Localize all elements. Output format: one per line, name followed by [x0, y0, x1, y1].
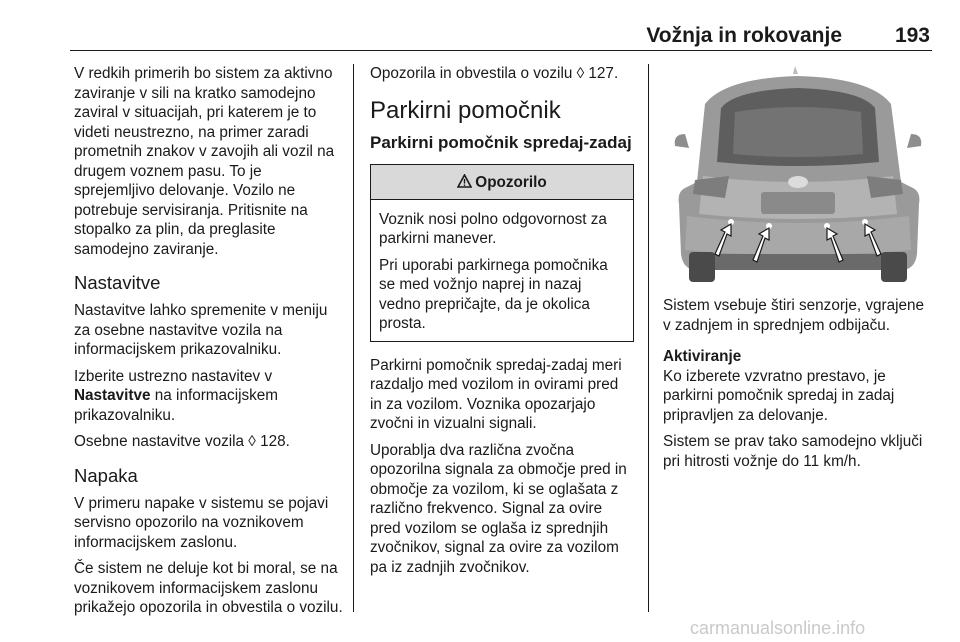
park-assist-paragraph-2: Uporablja dva različna zvočna opozorilna signala za območje pred in območje za vozilom, ki se oglašata z različno frekvenco. Signal za ovire pred vozilom se oglaša iz sprednjih zvočnikov, signal za ovire za vozilom pa iz zadnjih zvočnikov.	[370, 441, 627, 576]
column-divider-1	[353, 64, 354, 612]
settings-p2-text: Izberite ustrezno nastavitev v	[74, 367, 273, 385]
settings-reference[interactable]: Osebne nastavitve vozila ◊ 128.	[74, 433, 290, 450]
column-3	[663, 64, 935, 478]
settings-paragraph-1: Nastavitve lahko spremenite v meniju za osebne nastavitve vozila na informacijskem prikazovalniku.	[74, 302, 328, 358]
warning-body	[371, 200, 633, 334]
page-number: 193	[894, 24, 930, 47]
fault-paragraph-1: V primeru napake v sistemu se pojavi servisno opozorilo na voznikovem informacijskem zaslonu.	[74, 494, 329, 551]
column-2	[370, 64, 634, 584]
warning-paragraph-1: Voznik nosi polno odgovornost za parkirni manever.	[379, 210, 607, 247]
section-heading: Parkirni pomočnik	[370, 96, 561, 124]
fault-paragraph-2: Če sistem ne deluje kot bi moral, se na voznikovem informacijskem zaslonu prikažejo opozorila in obvestila o vozilu.	[74, 560, 343, 616]
activation-paragraph: Ko izberete vzvratno prestavo, je parkirni pomočnik spredaj in zadaj pripravljen za delovanje.	[663, 367, 895, 424]
column-divider-2	[648, 64, 649, 612]
sensors-paragraph: Sistem vsebuje štiri senzorje, vgrajene v zadnjem in sprednjem odbijaču.	[663, 297, 925, 334]
park-assist-paragraph-1: Parkirni pomočnik spredaj-zadaj meri razdaljo med vozilom in ovirami pred in za vozilom. Voznika opozarjajo zvočni in vizualni signali.	[370, 356, 622, 432]
intro-paragraph: V redkih primerih bo sistem za aktivno zaviranje v sili na kratko samodejno zaviral v situacijah, pri katerem je to videti neustrezno, na primer zaradi prometnih znakov v zavojih ali vozil na drugem voznem pasu. To je sprejemljivo delovanje. Vozilo ne potrebuje servisiranja. Pritisnite na stopalko za plin, da preglasite samodejno zaviranje.	[74, 65, 335, 258]
page-header	[70, 24, 932, 51]
settings-heading: Nastavitve	[74, 272, 161, 293]
warning-triangle-icon	[457, 165, 472, 199]
subsection-heading: Parkirni pomočnik spredaj-zadaj	[370, 132, 632, 152]
warning-header	[371, 165, 633, 200]
settings-menu-name: Nastavitve	[74, 387, 151, 404]
settings-paragraph-2	[74, 367, 346, 426]
fault-heading: Napaka	[74, 464, 138, 486]
messages-reference[interactable]: Opozorila in obvestila o vozilu ◊ 127.	[370, 65, 619, 82]
chapter-title: Vožnja in rokovanje	[646, 24, 842, 47]
warning-title: Opozorilo	[475, 173, 547, 191]
watermark: carmanualsonline.info	[690, 618, 866, 638]
column-1	[74, 64, 346, 625]
settings-p2-rest: na informacijskem prikazovalniku.	[74, 387, 279, 424]
auto-activation-paragraph: Sistem se prav tako samodejno vključi pri hitrosti vožnje do 11 km/h.	[663, 433, 923, 470]
rear-view-car-illustration	[665, 64, 931, 286]
warning-box	[370, 164, 634, 342]
activation-heading: Aktiviranje	[663, 348, 742, 365]
warning-paragraph-2: Pri uporabi parkirnega pomočnika se med vožnjo naprej in nazaj vedno prepričajte, da je okolica prosta.	[379, 256, 608, 332]
